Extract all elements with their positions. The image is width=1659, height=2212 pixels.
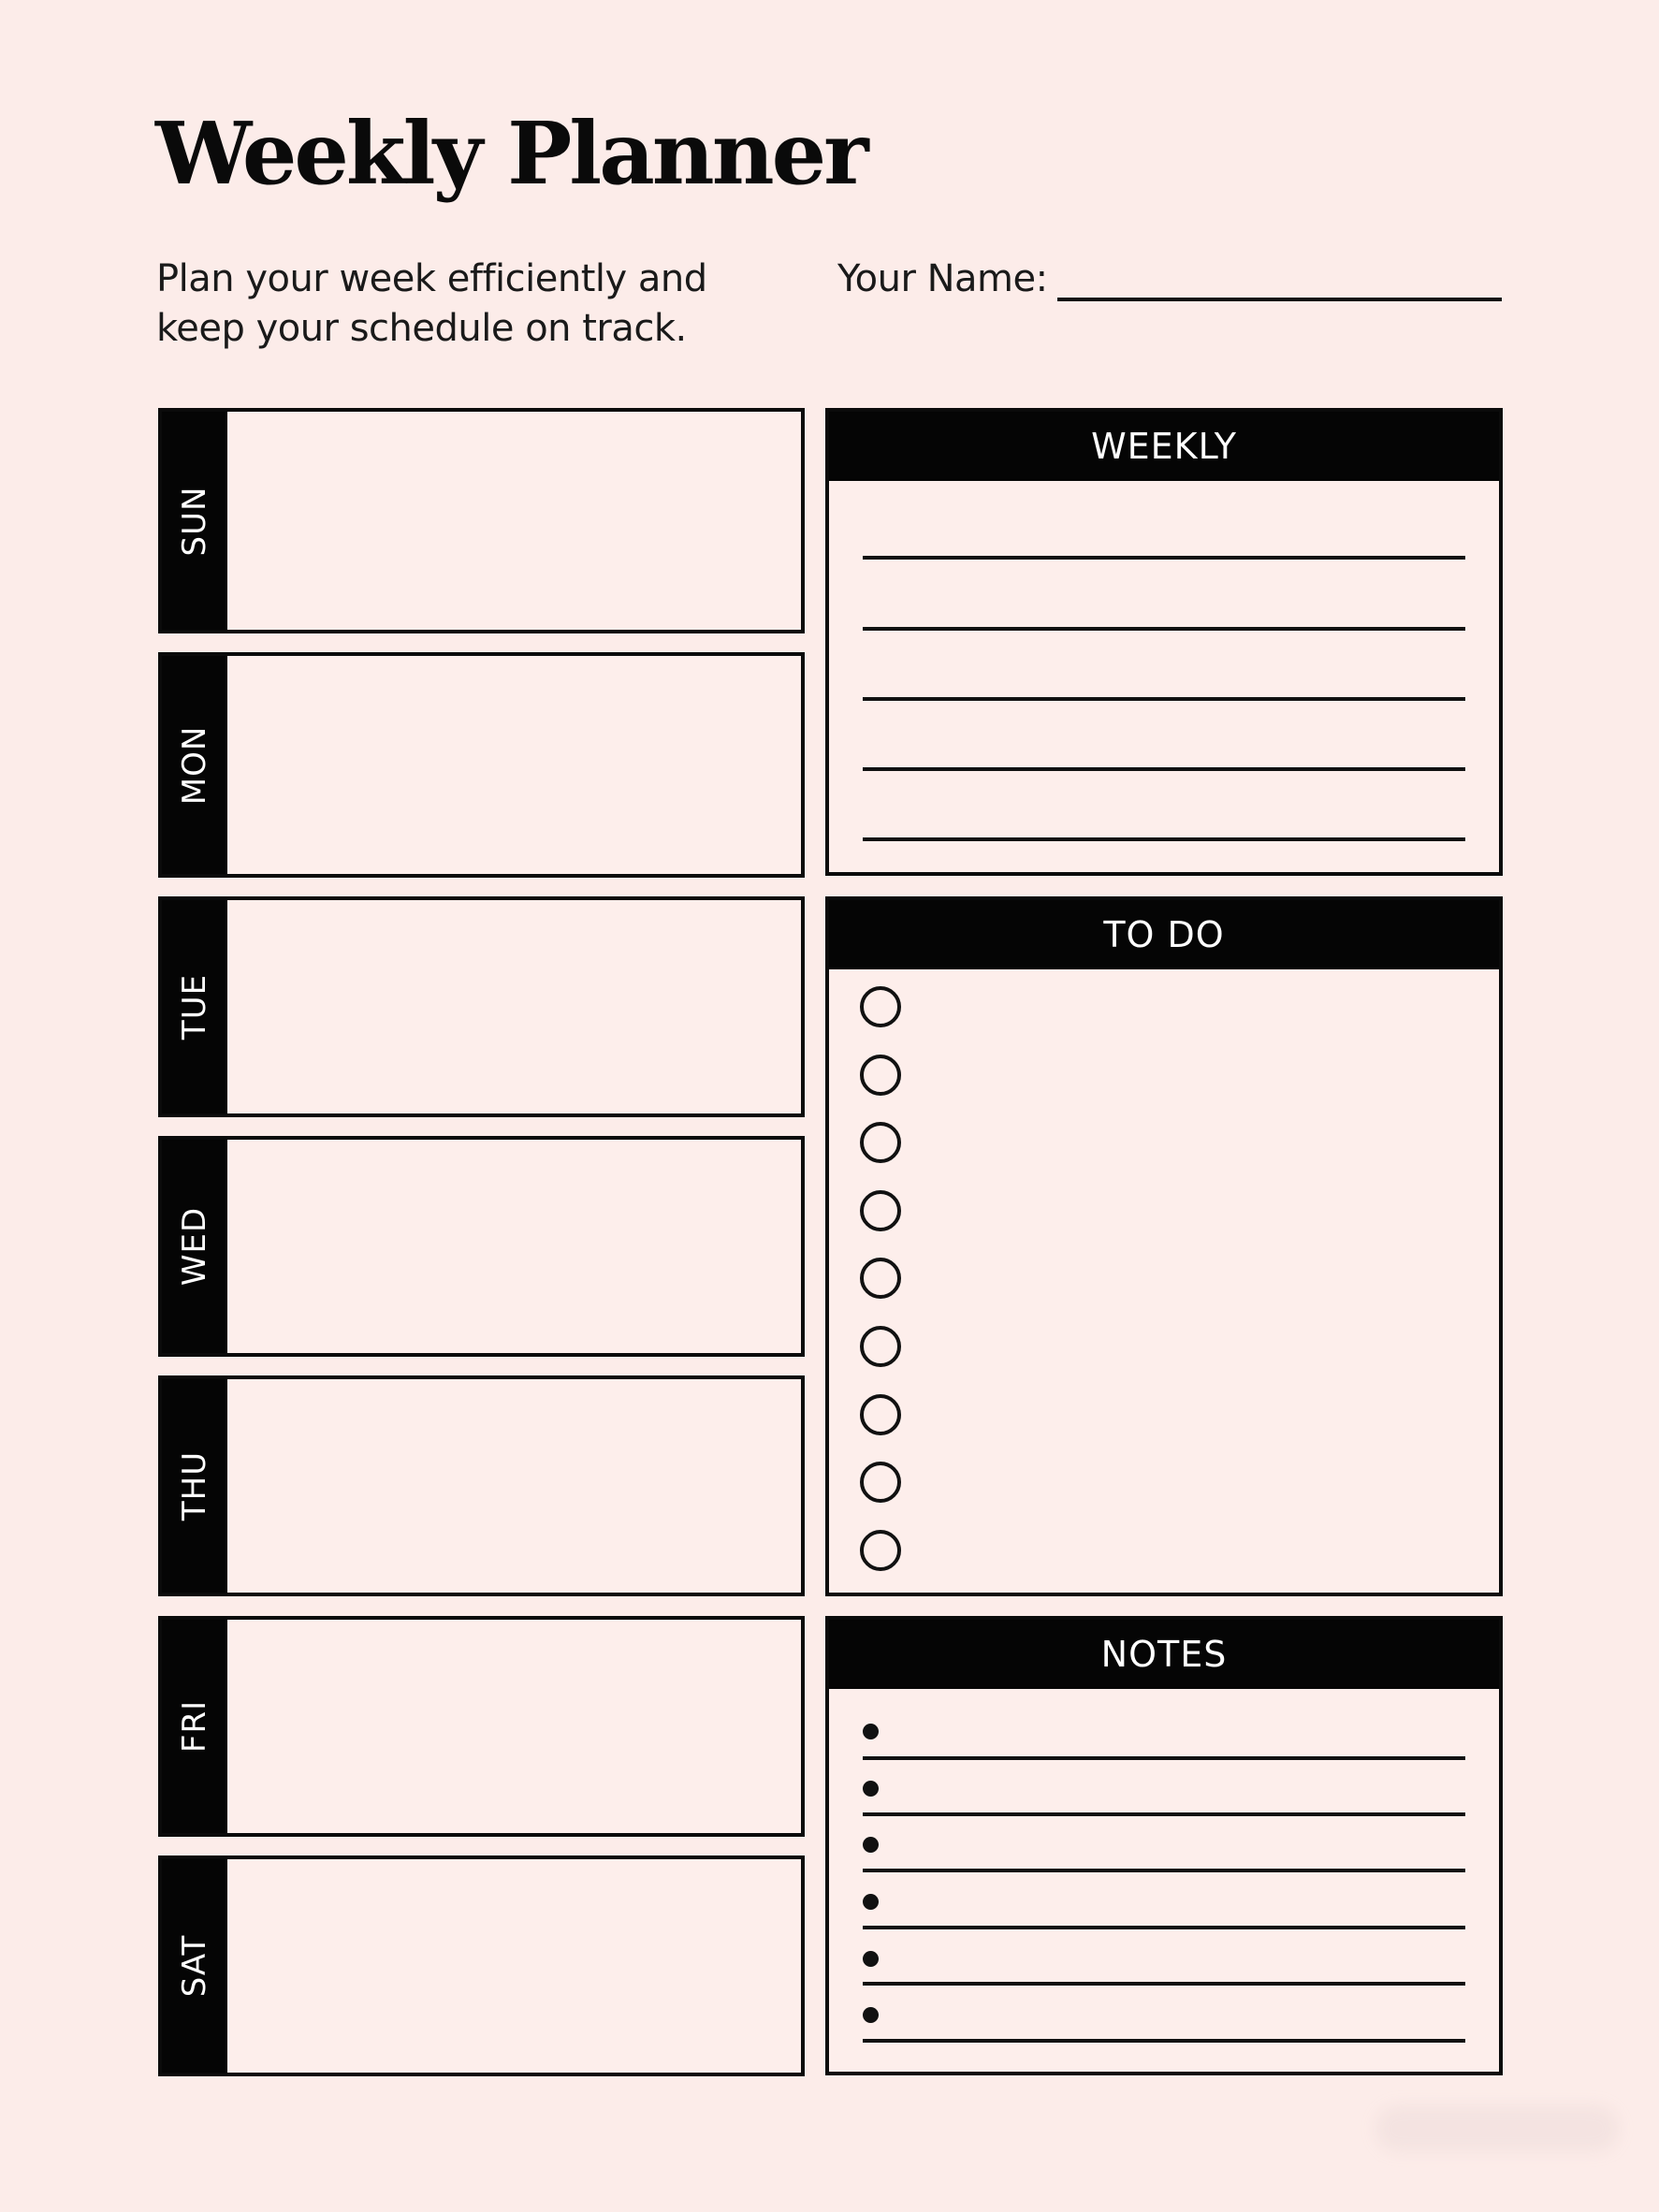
day-tab — [162, 412, 227, 630]
weekly-panel — [825, 408, 1503, 876]
background-smudge — [1375, 2105, 1619, 2152]
notes-panel — [825, 1616, 1503, 2075]
weekly-line[interactable] — [863, 627, 1465, 631]
todo-header: TO DO — [829, 900, 1499, 969]
day-tab — [162, 1859, 227, 2073]
todo-panel — [825, 896, 1503, 1596]
bullet-icon — [863, 1781, 879, 1797]
todo-checkbox-icon[interactable] — [860, 1055, 901, 1096]
day-label: SAT — [176, 1934, 213, 1998]
weekly-line[interactable] — [863, 767, 1465, 771]
day-tab — [162, 1140, 227, 1353]
day-tab — [162, 656, 227, 874]
page-title: Weekly Planner — [155, 103, 866, 204]
bullet-icon — [863, 1951, 879, 1967]
weekly-line[interactable] — [863, 837, 1465, 841]
day-box-wed[interactable] — [158, 1136, 805, 1357]
name-label: Your Name: — [837, 257, 1048, 300]
day-label: TUE — [176, 973, 213, 1041]
weekly-line[interactable] — [863, 697, 1465, 701]
day-tab — [162, 900, 227, 1113]
day-box-mon[interactable] — [158, 652, 805, 878]
notes-header: NOTES — [829, 1620, 1499, 1689]
name-field[interactable] — [1057, 298, 1502, 301]
bullet-icon — [863, 1724, 879, 1739]
day-label: WED — [176, 1206, 213, 1287]
todo-checkbox-icon[interactable] — [860, 1530, 901, 1571]
weekly-header: WEEKLY — [829, 412, 1499, 481]
notes-line[interactable] — [863, 1869, 1465, 1872]
page-subtitle: Plan your week efficiently and keep your schedule on track. — [156, 257, 707, 350]
day-box-thu[interactable] — [158, 1375, 805, 1596]
todo-checkbox-icon[interactable] — [860, 986, 901, 1027]
day-label: FRI — [176, 1699, 213, 1754]
bullet-icon — [863, 2007, 879, 2023]
day-box-sun[interactable] — [158, 408, 805, 633]
notes-line[interactable] — [863, 1926, 1465, 1929]
notes-line[interactable] — [863, 1756, 1465, 1760]
todo-checkbox-icon[interactable] — [860, 1462, 901, 1503]
todo-checkbox-icon[interactable] — [860, 1190, 901, 1231]
day-box-sat[interactable] — [158, 1855, 805, 2076]
notes-line[interactable] — [863, 1812, 1465, 1816]
day-label: SUN — [176, 486, 213, 556]
todo-checkbox-icon[interactable] — [860, 1394, 901, 1435]
todo-checkbox-icon[interactable] — [860, 1258, 901, 1299]
todo-checkbox-icon[interactable] — [860, 1326, 901, 1367]
notes-line[interactable] — [863, 2039, 1465, 2043]
weekly-line[interactable] — [863, 556, 1465, 560]
day-label: THU — [176, 1450, 213, 1521]
notes-line[interactable] — [863, 1982, 1465, 1986]
todo-checkbox-icon[interactable] — [860, 1122, 901, 1163]
bullet-icon — [863, 1894, 879, 1910]
day-box-fri[interactable] — [158, 1616, 805, 1837]
day-box-tue[interactable] — [158, 896, 805, 1117]
bullet-icon — [863, 1837, 879, 1853]
day-label: MON — [176, 725, 213, 805]
day-tab — [162, 1379, 227, 1593]
day-tab — [162, 1620, 227, 1833]
